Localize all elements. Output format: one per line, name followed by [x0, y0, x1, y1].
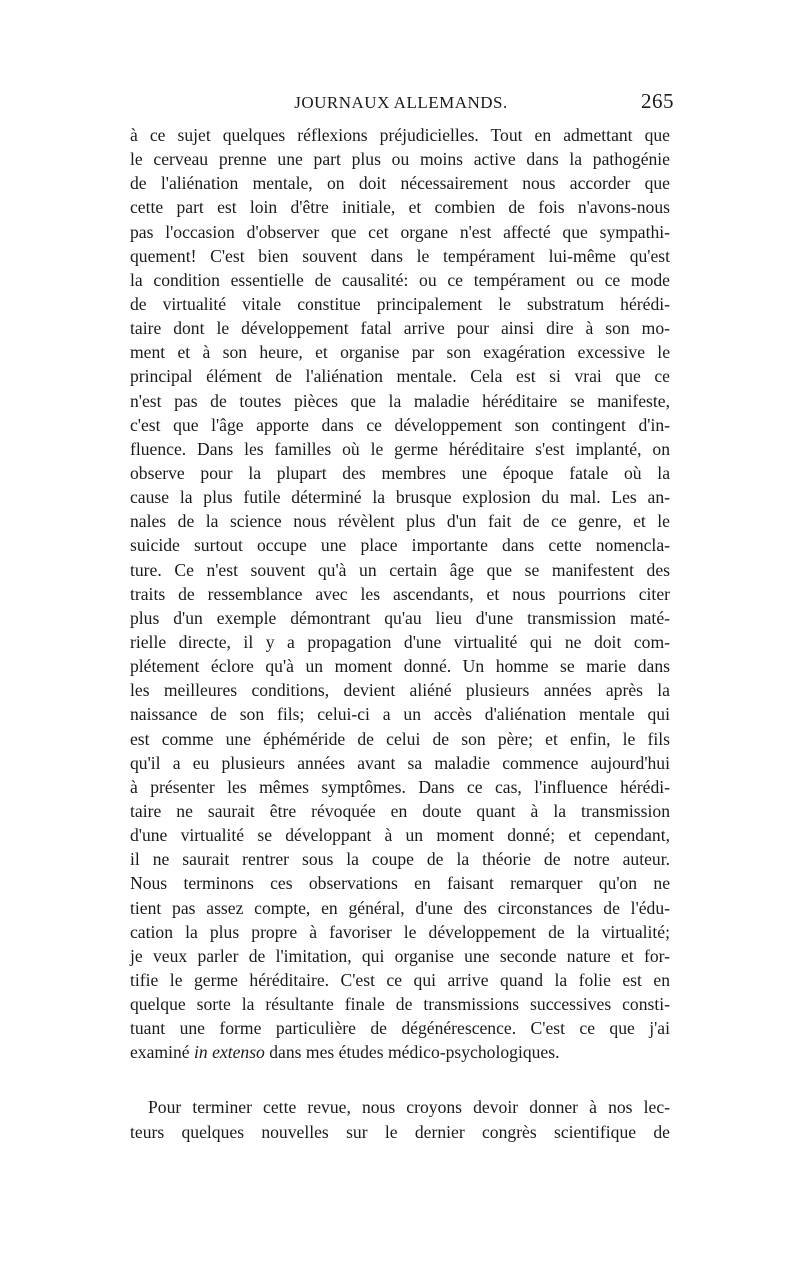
text-line: plus d'un exemple démontrant qu'au lieu d'une transmission maté- [130, 607, 670, 628]
text-line: plétement éclore qu'à un moment donné. Un homme se marie dans [130, 656, 670, 677]
text-line: à ce sujet quelques réflexions préjudicielles. Tout en admettant que [130, 125, 670, 145]
text-line: ture. Ce n'est souvent qu'à un certain âge que se manifestent des [130, 559, 670, 580]
text-line: je veux parler de l'imitation, qui organise une seconde nature et for- [130, 945, 670, 966]
text-run: examiné [130, 1042, 194, 1063]
text-line: fluence. Dans les familles où le germe héréditaire s'est implanté, on [130, 438, 670, 459]
text-line: cation la plus propre à favoriser le développement de la virtualité; [130, 921, 670, 942]
text-line: traits de ressemblance avec les ascendants, et nous pourrions citer [130, 583, 670, 604]
text-line: quement! C'est bien souvent dans le tempérament lui-même qu'est [130, 245, 670, 266]
running-head [128, 89, 674, 119]
text-line: d'une virtualité se développant à un moment donné; et cependant, [130, 825, 670, 846]
paragraph-gap [130, 1064, 670, 1095]
text-line: le cerveau prenne une part plus ou moins active dans la pathogénie [130, 149, 670, 170]
text-line: taire dont le développement fatal arrive pour ainsi dire à son mo- [130, 318, 670, 339]
text-line: observe pour la plupart des membres une époque fatale où la [130, 462, 670, 483]
text-line: ment et à son heure, et organise par son exagération excessive le [130, 342, 670, 363]
text-line: les meilleures conditions, devient aliéné plusieurs années après la [130, 680, 670, 701]
text-line: naissance de son fils; celui-ci a un accès d'aliénation mentale qui [130, 704, 670, 725]
running-head-title: JOURNAUX ALLEMANDS. [294, 93, 508, 112]
text-line: à présenter les mêmes symptômes. Dans ce cas, l'influence hérédi- [130, 776, 670, 797]
text-run: dans mes études médico-psychologiques. [264, 1042, 560, 1063]
text-line: de l'aliénation mentale, on doit nécessairement nous accorder que [130, 173, 670, 194]
paragraph-1-last-line [130, 1040, 670, 1064]
text-line: cette part est loin d'être initiale, et combien de fois n'avons-nous [130, 197, 670, 218]
text-line: rielle directe, il y a propagation d'une virtualité qui ne doit com- [130, 631, 670, 652]
text-line: tifie le germe héréditaire. C'est ce qui arrive quand la folie est en [130, 969, 670, 990]
text-line: cause la plus futile déterminé la brusque explosion du mal. Les an- [130, 487, 670, 508]
text-line: est comme une éphéméride de celui de son père; et enfin, le fils [130, 728, 670, 749]
paragraph-2 [130, 1095, 670, 1143]
page-number: 265 [641, 89, 674, 113]
text-line: suicide surtout occupe une place importante dans cette nomencla- [130, 535, 670, 556]
body-text [130, 123, 670, 1144]
italic-phrase: in extenso [194, 1042, 265, 1063]
text-line: tuant une forme particulière de dégénérescence. C'est ce que j'ai [130, 1018, 670, 1039]
text-line: de virtualité vitale constitue principalement le substratum hérédi- [130, 293, 670, 314]
text-line: nales de la science nous révèlent plus d'un fait de ce genre, et le [130, 511, 670, 532]
text-line: Pour terminer cette revue, nous croyons devoir donner à nos lec- [148, 1097, 670, 1118]
text-line: pas l'occasion d'observer que cet organe n'est affecté que sympathi- [130, 221, 670, 242]
text-line: qu'il a eu plusieurs années avant sa maladie commence aujourd'hui [130, 752, 670, 773]
text-line: quelque sorte la résultante finale de transmissions successives consti- [130, 994, 670, 1015]
text-line: principal élément de l'aliénation mentale. Cela est si vrai que ce [130, 366, 670, 387]
text-line: la condition essentielle de causalité: ou ce tempérament ou ce mode [130, 269, 670, 290]
text-line: c'est que l'âge apporte dans ce développement son contingent d'in- [130, 414, 670, 435]
text-line: Nous terminons ces observations en faisant remarquer qu'on ne [130, 873, 670, 894]
text-line: il ne saurait rentrer sous la coupe de la théorie de notre auteur. [130, 849, 670, 870]
text-line: n'est pas de toutes pièces que la maladie héréditaire se manifeste, [130, 390, 670, 411]
text-line: tient pas assez compte, en général, d'une des circonstances de l'édu- [130, 897, 670, 918]
text-line: teurs quelques nouvelles sur le dernier congrès scientifique de [130, 1121, 670, 1142]
paragraph-1 [130, 123, 670, 1040]
text-line: taire ne saurait être révoquée en doute quant à la transmission [130, 800, 670, 821]
